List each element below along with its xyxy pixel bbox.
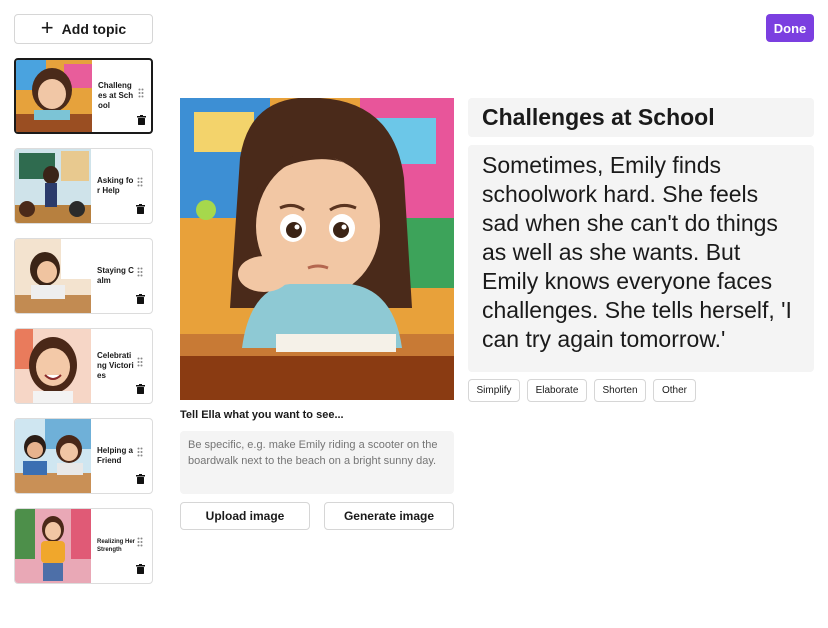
page-illustration — [180, 98, 454, 400]
drag-handle-icon[interactable] — [137, 447, 143, 457]
topic-thumbnail — [15, 329, 91, 403]
trash-icon[interactable] — [136, 474, 145, 484]
drag-handle-icon[interactable] — [138, 88, 144, 98]
page-title-field[interactable]: Challenges at School — [468, 98, 814, 137]
plus-icon: + — [40, 15, 54, 40]
topic-label: Asking for Help — [97, 176, 134, 195]
trash-icon[interactable] — [136, 564, 145, 574]
topic-thumbnail — [15, 509, 91, 583]
shorten-button[interactable]: Shorten — [594, 379, 646, 402]
topic-label: Staying Calm — [97, 266, 134, 285]
trash-icon[interactable] — [136, 204, 145, 214]
topic-card-helping-friend[interactable] — [14, 418, 153, 494]
topic-card-asking-help[interactable] — [14, 148, 153, 224]
topic-card-celebrating[interactable] — [14, 328, 153, 404]
add-topic-label: Add topic — [61, 21, 127, 37]
trash-icon[interactable] — [137, 115, 146, 125]
upload-image-button[interactable]: Upload image — [180, 502, 310, 530]
image-prompt-label: Tell Ella what you want to see... — [180, 409, 344, 421]
topic-label: Celebrating Victories — [97, 351, 134, 380]
add-topic-button[interactable] — [14, 14, 153, 44]
generate-image-button[interactable]: Generate image — [324, 502, 454, 530]
topic-label: Challenges at School — [98, 81, 134, 110]
done-button[interactable]: Done — [766, 14, 814, 42]
image-prompt-input[interactable] — [180, 431, 454, 494]
topic-card-challenges[interactable] — [14, 58, 153, 134]
drag-handle-icon[interactable] — [137, 537, 143, 547]
trash-icon[interactable] — [136, 294, 145, 304]
topic-card-staying-calm[interactable] — [14, 238, 153, 314]
simplify-button[interactable]: Simplify — [468, 379, 520, 402]
topic-thumbnail — [15, 419, 91, 493]
topic-thumbnail — [16, 60, 92, 132]
topic-thumbnail — [15, 149, 91, 223]
topic-card-realizing-strength[interactable] — [14, 508, 153, 584]
drag-handle-icon[interactable] — [137, 267, 143, 277]
topic-label: Helping a Friend — [97, 446, 134, 465]
drag-handle-icon[interactable] — [137, 357, 143, 367]
page-body-field[interactable]: Sometimes, Emily finds schoolwork hard. She feels sad when she can't do things as well as she wants. But Emily knows everyone faces challenges. She tells herself, 'I can try again tomorrow.' — [468, 145, 814, 372]
drag-handle-icon[interactable] — [137, 177, 143, 187]
elaborate-button[interactable]: Elaborate — [527, 379, 587, 402]
other-button[interactable]: Other — [653, 379, 696, 402]
topic-thumbnail — [15, 239, 91, 313]
trash-icon[interactable] — [136, 384, 145, 394]
topic-label: Realizing Her Strength — [97, 539, 136, 553]
